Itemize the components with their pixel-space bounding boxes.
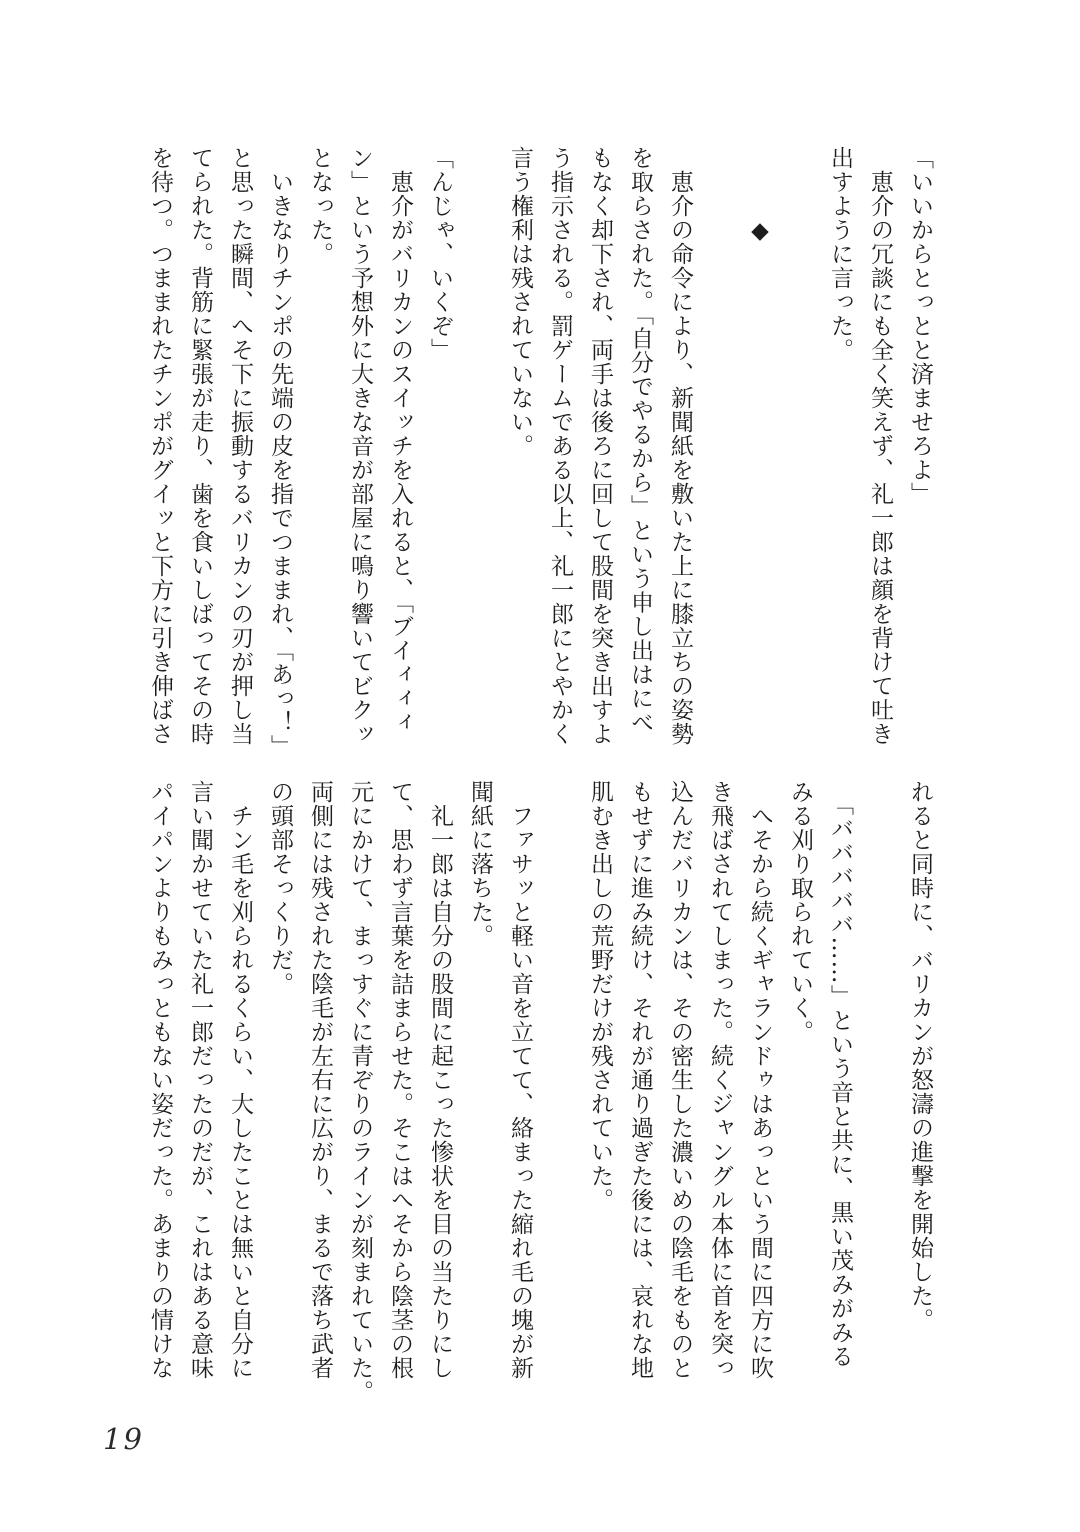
vertical-text-block-bottom [140,780,940,1408]
text-line: チン毛を刈られるくらい、大したことは無いと自分に [227,780,253,1380]
text-line: と思った瞬間、へそ下に振動するバリカンの刃が押し当 [227,146,253,746]
text-line: の頭部そっくりだ。 [267,780,293,996]
text-line: 礼一郎は自分の股間に起こった惨状を目の当たりにし [427,780,453,1380]
text-line: 「バババババ……」という音と共に、黒い茂みがみる [827,780,853,1369]
text-line: 恵介がバリカンのスイッチを入れると、「ブイィィィ [387,146,413,735]
text-line: て、思わず言葉を詰まらせた。そこはへそから陰茎の根 [387,780,413,1380]
text-line: 恵介の命令により、新聞紙を敷いた上に膝立ちの姿勢 [667,146,693,746]
text-line: を取らされた。「自分でやるから」という申し出はにべ [627,146,653,735]
text-line: 言う権利は残されていない。 [507,146,533,458]
text-line: 両側には残された陰毛が左右に広がり、まるで落ち武者 [307,780,333,1380]
text-line: へそから続くギャランドゥはあっという間に四方に吹 [747,780,773,1380]
text-line: パイパンよりもみっともない姿だった。あまりの情けな [147,780,173,1380]
text-line: を待つ。つままれたチンポがグイッと下方に引き伸ばさ [147,146,173,746]
text-line [540,780,580,1408]
text-line [780,146,820,774]
text-line: いきなりチンポの先端の皮を指でつままれ、「あっ！」 [267,146,293,759]
vertical-text-block-top [140,146,940,774]
text-line: 「いいからとっとと済ませろよ」 [907,146,933,506]
text-line: 「んじゃ、いくぞ」 [427,146,453,362]
text-line: 言い聞かせていた礼一郎だったのだが、これはある意味 [187,780,213,1380]
page-number: 19 [103,1422,144,1456]
text-line [460,146,500,774]
text-line: き飛ばされてしまった。続くジャングル本体に首を突っ [707,780,733,1380]
text-line [700,146,740,774]
text-line: もせずに進み続け、それが通り過ぎた後には、哀れな地 [627,780,653,1380]
text-line: 元にかけて、まっすぐに青ぞりのラインが刻まれていた。 [347,780,373,1404]
text-line: 込んだバリカンは、その密生した濃いめの陰毛をものと [667,780,693,1380]
text-line: もなく却下され、両手は後ろに回して股間を突き出すよ [587,146,613,746]
text-line: てられた。背筋に緊張が走り、歯を食いしばってその時 [187,146,213,746]
text-line: 肌むき出しの荒野だけが残されていた。 [587,780,613,1212]
text-line: ン」という予想外に大きな音が部屋に鳴り響いてビクッ [347,146,373,746]
text-line: う指示される。罰ゲームである以上、礼一郎にとやかく [547,146,573,746]
text-line: 出すように言った。 [827,146,853,362]
text-line: 恵介の冗談にも全く笑えず、礼一郎は顔を背けて吐き [867,146,893,746]
text-line: ファサッと軽い音を立てて、絡まった縮れ毛の塊が新 [507,780,533,1380]
text-line: みる刈り取られていく。 [787,780,813,1044]
text-line: 聞紙に落ちた。 [467,780,493,948]
text-line: となった。 [307,146,333,266]
text-line [860,780,900,1408]
text-line: ◆ [747,146,773,245]
text-line: れると同時に、バリカンが怒濤の進撃を開始した。 [907,780,933,1332]
